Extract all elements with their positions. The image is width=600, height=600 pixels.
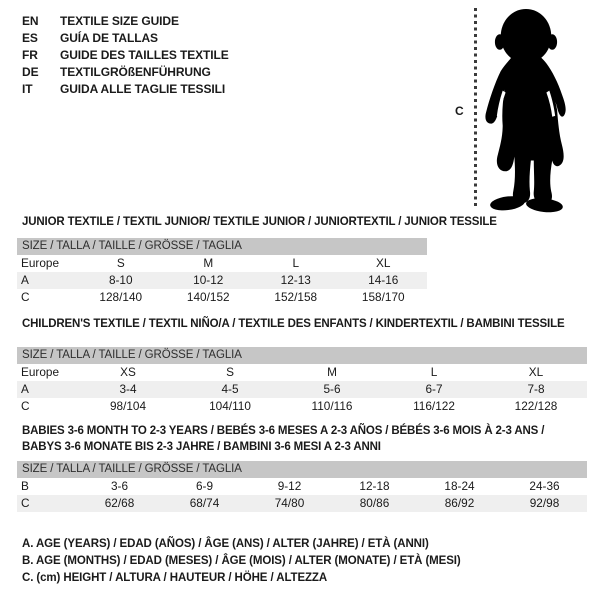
table-row — [17, 398, 587, 415]
language-row — [22, 64, 229, 81]
size-value-cell: 98/104 — [109, 399, 147, 413]
table-row — [17, 478, 587, 495]
size-value-cell: 24-36 — [529, 479, 560, 493]
language-code: ES — [22, 31, 38, 45]
language-label: TEXTILGRÖßENFÜHRUNG — [60, 65, 211, 79]
size-table-children — [17, 347, 587, 415]
size-header-bar: SIZE / TALLA / TAILLE / GRÖSSE / TAGLIA — [17, 347, 587, 364]
size-value-cell: 4-5 — [221, 382, 239, 396]
row-label: Europe — [21, 365, 60, 379]
table-row — [17, 255, 427, 272]
size-value-cell: L — [292, 256, 300, 270]
size-value-cell: M — [327, 365, 337, 379]
size-value-cell: 62/68 — [104, 496, 135, 510]
size-value-cell: 14-16 — [368, 273, 399, 287]
size-value-cell: S — [116, 256, 125, 270]
size-value-cell: 6-9 — [195, 479, 214, 493]
height-measure-dashed-line — [474, 8, 477, 209]
size-value-cell: L — [430, 365, 438, 379]
size-value-cell: 104/110 — [209, 399, 251, 413]
size-value-cell: 116/122 — [413, 399, 455, 413]
table-row — [17, 381, 587, 398]
size-value-cell: 6-7 — [425, 382, 443, 396]
footnotes — [22, 536, 461, 587]
row-label: A — [21, 273, 29, 287]
footnote-a: A. AGE (YEARS) / EDAD (AÑOS) / ÂGE (ANS) / ALTER (JAHRE) / ETÀ (ANNI) — [22, 538, 429, 550]
section-title-babies — [22, 423, 562, 455]
size-value-cell: 12-18 — [359, 479, 390, 493]
size-value-cell: 12-13 — [280, 273, 311, 287]
section-title-line: CHILDREN'S TEXTILE / TEXTIL NIÑO/A / TEXTILE DES ENFANTS / KINDERTEXTIL / BAMBINI TESSILE — [22, 318, 565, 330]
footnote-c: C. (cm) HEIGHT / ALTURA / HAUTEUR / HÖHE / ALTEZZA — [22, 572, 328, 584]
row-label: C — [21, 399, 30, 413]
language-code: IT — [22, 82, 33, 96]
row-label: C — [21, 290, 30, 304]
row-label: B — [21, 479, 29, 493]
language-code: FR — [22, 48, 38, 62]
size-value-cell: XL — [376, 256, 391, 270]
language-code: EN — [22, 14, 39, 28]
language-code: DE — [22, 65, 39, 79]
row-label: C — [21, 496, 30, 510]
language-label: GUÍA DE TALLAS — [60, 31, 158, 45]
size-value-cell: XS — [120, 365, 136, 379]
size-value-cell: 80/86 — [359, 496, 390, 510]
size-value-cell: S — [226, 365, 234, 379]
table-row — [17, 364, 587, 381]
language-row — [22, 13, 229, 30]
section-title-line: BABYS 3-6 MONATE BIS 2-3 JAHRE / BAMBINI 3-6 MESI A 2-3 ANNI — [22, 441, 381, 453]
language-row — [22, 47, 229, 64]
size-value-cell: 68/74 — [189, 496, 220, 510]
section-title-junior — [22, 214, 497, 230]
size-value-cell: 18-24 — [444, 479, 475, 493]
size-value-cell: 10-12 — [193, 273, 224, 287]
language-row — [22, 30, 229, 47]
size-value-cell: 92/98 — [529, 496, 560, 510]
size-table-babies — [17, 461, 587, 512]
baby-silhouette — [482, 7, 570, 213]
language-label: TEXTILE SIZE GUIDE — [60, 14, 179, 28]
size-value-cell: 7-8 — [527, 382, 545, 396]
size-value-cell: 110/116 — [311, 399, 353, 413]
size-value-cell: M — [203, 256, 214, 270]
size-value-cell: 158/170 — [361, 290, 405, 304]
size-value-cell: 3-4 — [119, 382, 137, 396]
size-header-bar: SIZE / TALLA / TAILLE / GRÖSSE / TAGLIA — [17, 238, 427, 255]
language-row — [22, 81, 229, 98]
size-value-cell: 3-6 — [110, 479, 129, 493]
section-title-line: JUNIOR TEXTILE / TEXTIL JUNIOR/ TEXTILE JUNIOR / JUNIORTEXTIL / JUNIOR TESSILE — [22, 216, 497, 228]
row-label: Europe — [21, 256, 60, 270]
language-label: GUIDA ALLE TAGLIE TESSILI — [60, 82, 226, 96]
language-guide — [22, 13, 229, 98]
size-value-cell: 74/80 — [274, 496, 305, 510]
size-header-bar: SIZE / TALLA / TAILLE / GRÖSSE / TAGLIA — [17, 461, 587, 478]
size-value-cell: 122/128 — [514, 399, 558, 413]
size-value-cell: 86/92 — [444, 496, 475, 510]
section-title-line: BABIES 3-6 MONTH TO 2-3 YEARS / BEBÉS 3-6 MESES A 2-3 AÑOS / BÉBÉS 3-6 MOIS À 2-3 ANS / — [22, 425, 545, 437]
size-value-cell: XL — [528, 365, 544, 379]
size-value-cell: 9-12 — [277, 479, 302, 493]
size-value-cell: 8-10 — [108, 273, 133, 287]
language-label: GUIDE DES TAILLES TEXTILE — [60, 48, 229, 62]
size-value-cell: 152/158 — [274, 290, 318, 304]
size-value-cell: 5-6 — [323, 382, 341, 396]
size-table-junior — [17, 238, 427, 306]
height-label-c: C — [455, 104, 464, 118]
section-title-children — [22, 316, 565, 332]
row-label: A — [21, 382, 29, 396]
size-value-cell: 140/152 — [186, 290, 230, 304]
footnote-b: B. AGE (MONTHS) / EDAD (MESES) / ÂGE (MOIS) / ALTER (MONATE) / ETÀ (MESI) — [22, 555, 461, 567]
table-row — [17, 495, 587, 512]
size-value-cell: 128/140 — [99, 290, 143, 304]
table-row — [17, 289, 427, 306]
table-row — [17, 272, 427, 289]
